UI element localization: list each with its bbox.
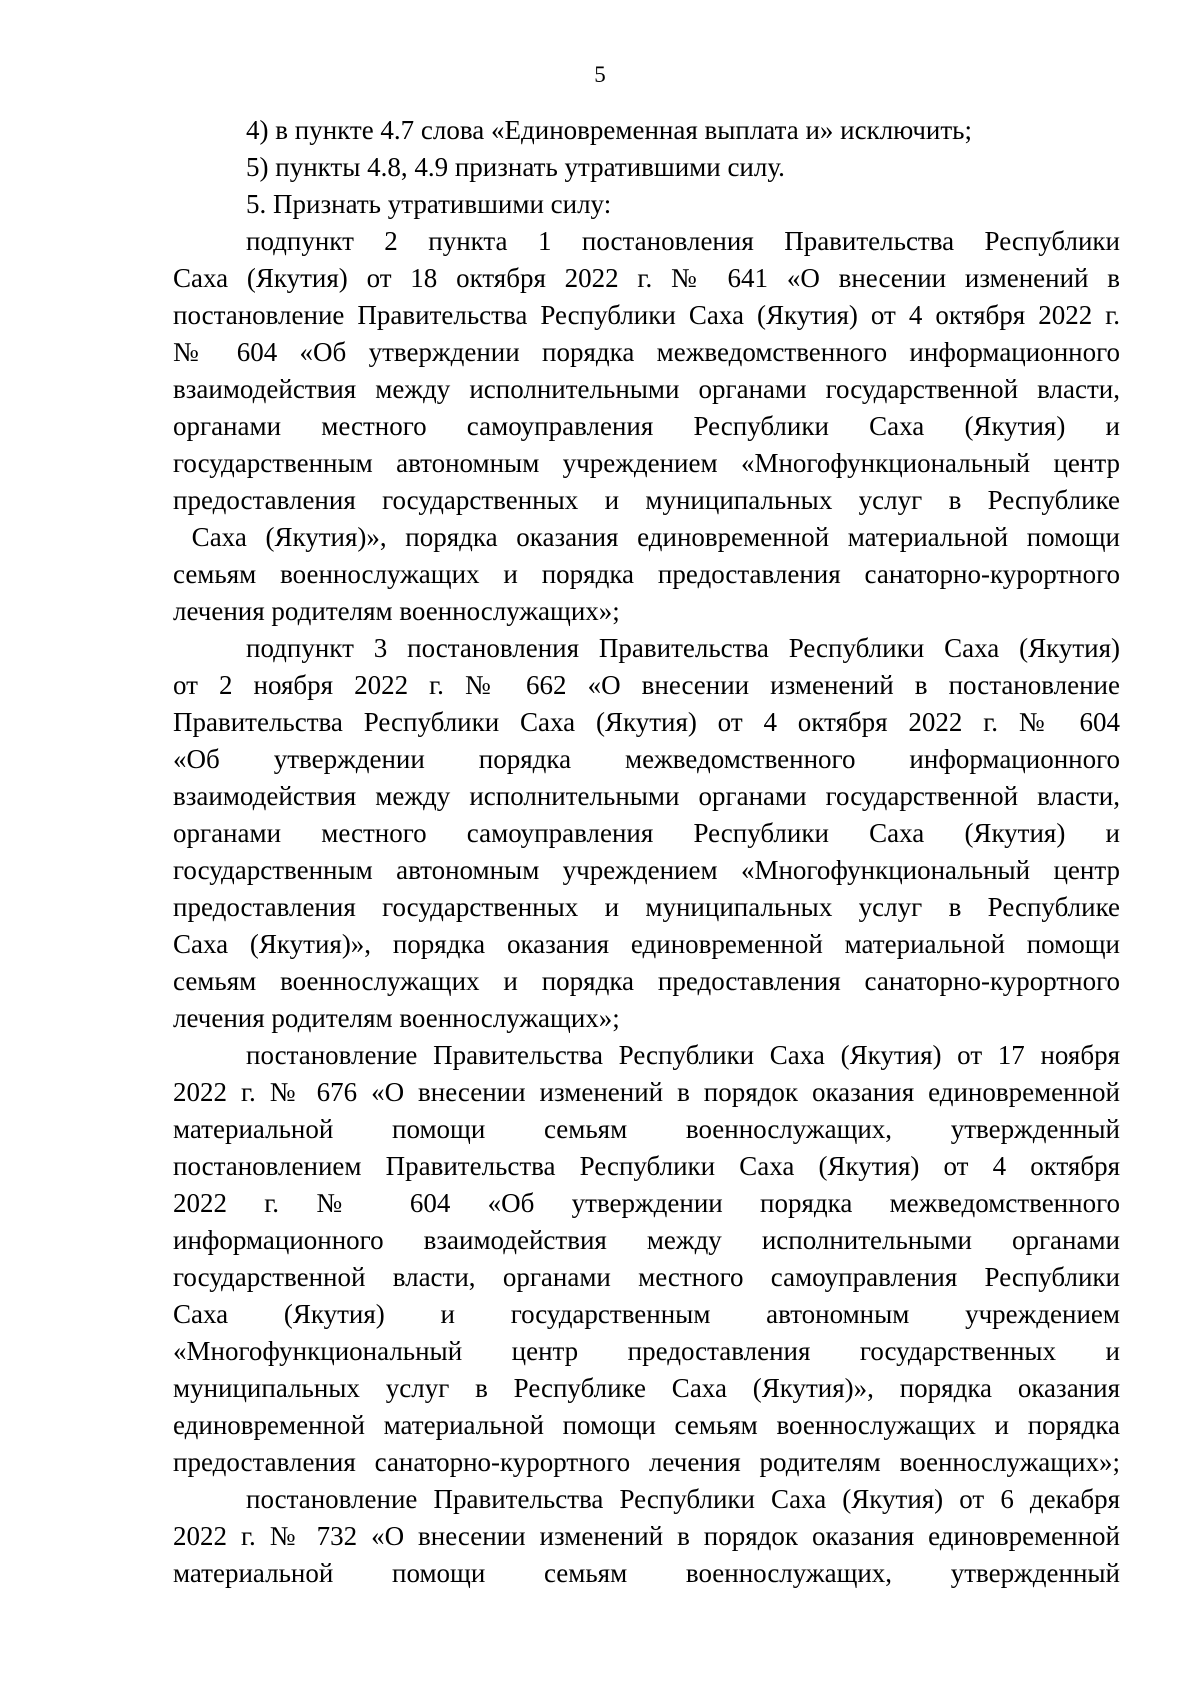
text-line: Саха (Якутия)», порядка оказания единовременной материальной помощи <box>173 929 1120 959</box>
text-line: «Многофункциональный центр предоставления государственных и <box>173 1336 1120 1366</box>
text-line: от 2 ноября 2022 г. № 662 «О внесении изменений в постановление <box>173 670 1120 700</box>
text-line: 2022 г. № 732 «О внесении изменений в порядок оказания единовременной <box>173 1521 1120 1551</box>
text-line: материальной помощи семьям военнослужащих, утвержденный <box>173 1558 1120 1588</box>
text-line: государственной власти, органами местного самоуправления Республики <box>173 1262 1120 1292</box>
text-line: постановление Правительства Республики Саха (Якутия) от 6 декабря <box>246 1484 1120 1514</box>
text-line: Саха (Якутия)», порядка оказания единовременной материальной помощи <box>173 522 1120 552</box>
text-line: постановлением Правительства Республики Саха (Якутия) от 4 октября <box>173 1151 1120 1181</box>
text-line: единовременной материальной помощи семьям военнослужащих и порядка <box>173 1410 1120 1440</box>
text-line: 2022 г. № 604 «Об утверждении порядка межведомственного <box>173 1188 1120 1218</box>
text-line: постановление Правительства Республики Саха (Якутия) от 4 октября 2022 г. <box>173 300 1120 330</box>
text-line: Саха (Якутия) и государственным автономным учреждением <box>173 1299 1120 1329</box>
text-line: предоставления государственных и муниципальных услуг в Республике <box>173 892 1120 922</box>
text-line: № 604 «Об утверждении порядка межведомственного информационного <box>173 337 1120 367</box>
text-line: подпункт 2 пункта 1 постановления Правительства Республики <box>246 226 1120 256</box>
text-line: подпункт 3 постановления Правительства Республики Саха (Якутия) <box>246 633 1120 663</box>
text-line: 5. Признать утратившими силу: <box>246 189 612 219</box>
text-line: органами местного самоуправления Республики Саха (Якутия) и <box>173 818 1120 848</box>
page-number: 5 <box>594 62 606 87</box>
text-line: «Об утверждении порядка межведомственного информационного <box>173 744 1120 774</box>
text-line: государственным автономным учреждением «Многофункциональный центр <box>173 855 1120 885</box>
text-line: взаимодействия между исполнительными органами государственной власти, <box>173 781 1120 811</box>
text-line: взаимодействия между исполнительными органами государственной власти, <box>173 374 1120 404</box>
text-line: лечения родителям военнослужащих»; <box>173 596 620 626</box>
text-line: предоставления государственных и муниципальных услуг в Республике <box>173 485 1120 515</box>
text-line: постановление Правительства Республики Саха (Якутия) от 17 ноября <box>246 1040 1120 1070</box>
text-line: 4) в пункте 4.7 слова «Единовременная выплата и» исключить; <box>246 115 972 145</box>
text-line: муниципальных услуг в Республике Саха (Якутия)», порядка оказания <box>173 1373 1120 1403</box>
text-line: Саха (Якутия) от 18 октября 2022 г. № 641 «О внесении изменений в <box>173 263 1120 293</box>
text-line: 2022 г. № 676 «О внесении изменений в порядок оказания единовременной <box>173 1077 1120 1107</box>
text-line: государственным автономным учреждением «Многофункциональный центр <box>173 448 1120 478</box>
text-line: Правительства Республики Саха (Якутия) от 4 октября 2022 г. № 604 <box>173 707 1120 737</box>
text-line: органами местного самоуправления Республики Саха (Якутия) и <box>173 411 1120 441</box>
text-line: семьям военнослужащих и порядка предоставления санаторно-курортного <box>173 966 1120 996</box>
text-line: семьям военнослужащих и порядка предоставления санаторно-курортного <box>173 559 1120 589</box>
document-body <box>173 112 1120 1592</box>
text-line: лечения родителям военнослужащих»; <box>173 1003 620 1033</box>
text-line: информационного взаимодействия между исполнительными органами <box>173 1225 1120 1255</box>
text-line: предоставления санаторно-курортного лечения родителям военнослужащих»; <box>173 1447 1120 1477</box>
text-line: 5) пункты 4.8, 4.9 признать утратившими силу. <box>246 152 785 182</box>
text-line: материальной помощи семьям военнослужащих, утвержденный <box>173 1114 1120 1144</box>
